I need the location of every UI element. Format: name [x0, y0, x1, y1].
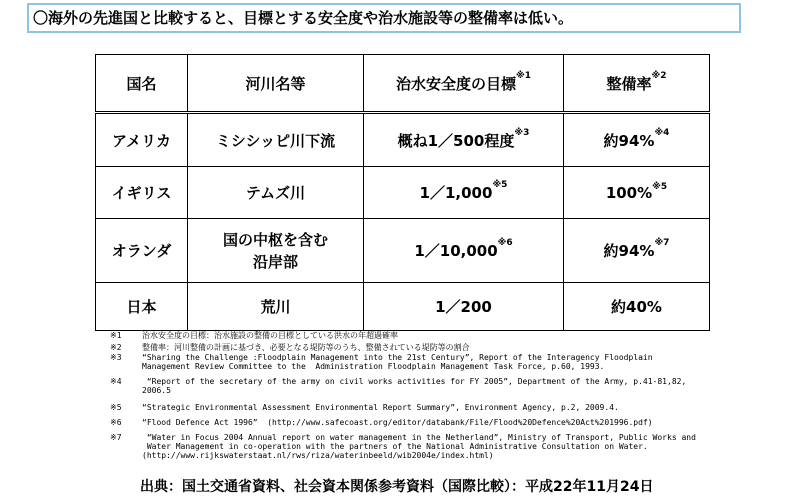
country-cell: 日本: [96, 283, 188, 331]
footnote-mark: ※7: [654, 238, 670, 248]
rate-cell: 約94%$^{※4}$: [564, 113, 710, 167]
river-cell: テムズ川: [188, 167, 364, 219]
river-cell: 荒川: [188, 283, 364, 331]
table-row: [96, 167, 710, 219]
footnote-mark: ※2: [110, 343, 122, 352]
target-cell: 1／200: [364, 283, 564, 331]
footnote-text: “Water in Focus 2004 Annual report on water management in the Netherland”, Ministry of Transport, Public Works and Water Management in co-operation with the partners of the National Administrative Consultation on Water. (http://www.rijkswaterstaat.nl/rws/riza/waterinbeeld/wib2004e/index.html): [142, 433, 696, 460]
header-cell: 治水安全度の目標$^{※1}$: [364, 55, 564, 113]
footnote-text: “Strategic Environmental Assessment Environmental Report Summary”, Environment Agency, p.2, 2009.4.: [142, 403, 619, 412]
footnote: [110, 403, 750, 412]
header-cell: 整備率$^{※2}$: [564, 55, 710, 113]
footnote-mark: ※1: [516, 70, 532, 81]
headline-text: 〇海外の先進国と比較すると、目標とする安全度や治水施設等の整備率は低い。: [33, 9, 574, 27]
footnote-mark: ※1: [110, 331, 122, 340]
target-cell: 1／10,000$^{※6}$: [364, 219, 564, 283]
footnote-mark: ※5: [652, 181, 668, 192]
source-citation: 出典：国土交通省資料、社会資本関係参考資料（国際比較）：平成22年11月24日: [140, 479, 654, 495]
footnote-mark: ※7: [110, 433, 122, 442]
country-cell: オランダ: [96, 219, 188, 283]
footnote-text: “Report of the secretary of the army on civil works activities for FY 2005”, Department of the Army, p.41-81,82, 2006.5: [142, 377, 687, 395]
footnote-mark: ※6: [497, 238, 513, 248]
comparison-table: [95, 54, 710, 331]
footnote-mark: ※5: [492, 180, 508, 190]
target-cell: 1／1,000$^{※5}$: [364, 167, 564, 219]
footnote: [110, 377, 750, 395]
footnote-text: 整備率：河川整備の計画に基づき、必要となる堤防等のうち、整備されている堤防等の割合: [142, 343, 470, 352]
table-row: [96, 113, 710, 167]
footnote-mark: ※3: [514, 127, 530, 138]
header-cell: 河川名等: [188, 55, 364, 113]
footnote: [110, 418, 750, 427]
footnote-text: “Flood Defence Act 1996” (http://www.safecoast.org/editor/databank/File/Flood%20Defence%20Act%201996.pdf): [142, 418, 653, 427]
footnote-mark: ※3: [110, 353, 122, 362]
table-row: [96, 219, 710, 283]
country-cell: イギリス: [96, 167, 188, 219]
table-header-row: [96, 55, 710, 113]
footnote-mark: ※5: [110, 403, 122, 412]
rate-cell: 100%$^{※5}$: [564, 167, 710, 219]
footnote-mark: ※4: [110, 377, 122, 386]
footnote-mark: ※4: [654, 127, 670, 138]
footnote: [110, 343, 750, 352]
target-cell: 概ね1／500程度$^{※3}$: [364, 113, 564, 167]
headline-box: [27, 3, 741, 33]
footnote: [110, 353, 750, 371]
footnote-text: 治水安全度の目標：治水施設の整備の目標としている洪水の年超過確率: [142, 331, 398, 340]
river-cell: ミシシッピ川下流: [188, 113, 364, 167]
footnote-mark: ※6: [110, 418, 122, 427]
rate-cell: 約40%: [564, 283, 710, 331]
footnote: [110, 433, 750, 460]
footnote: [110, 331, 750, 340]
footnote-mark: ※2: [651, 70, 667, 81]
header-cell: 国名: [96, 55, 188, 113]
river-cell: 国の中枢を含む 沿岸部: [188, 219, 364, 283]
country-cell: アメリカ: [96, 113, 188, 167]
rate-cell: 約94%$^{※7}$: [564, 219, 710, 283]
footnotes: [110, 331, 750, 463]
footnote-text: “Sharing the Challenge :Floodplain Management into the 21st Century”, Report of the Interagency Floodplain Management Review Committee to the Administration Floodplain Management Task Force, p.60, 1993.: [142, 353, 653, 371]
table-row: [96, 283, 710, 331]
